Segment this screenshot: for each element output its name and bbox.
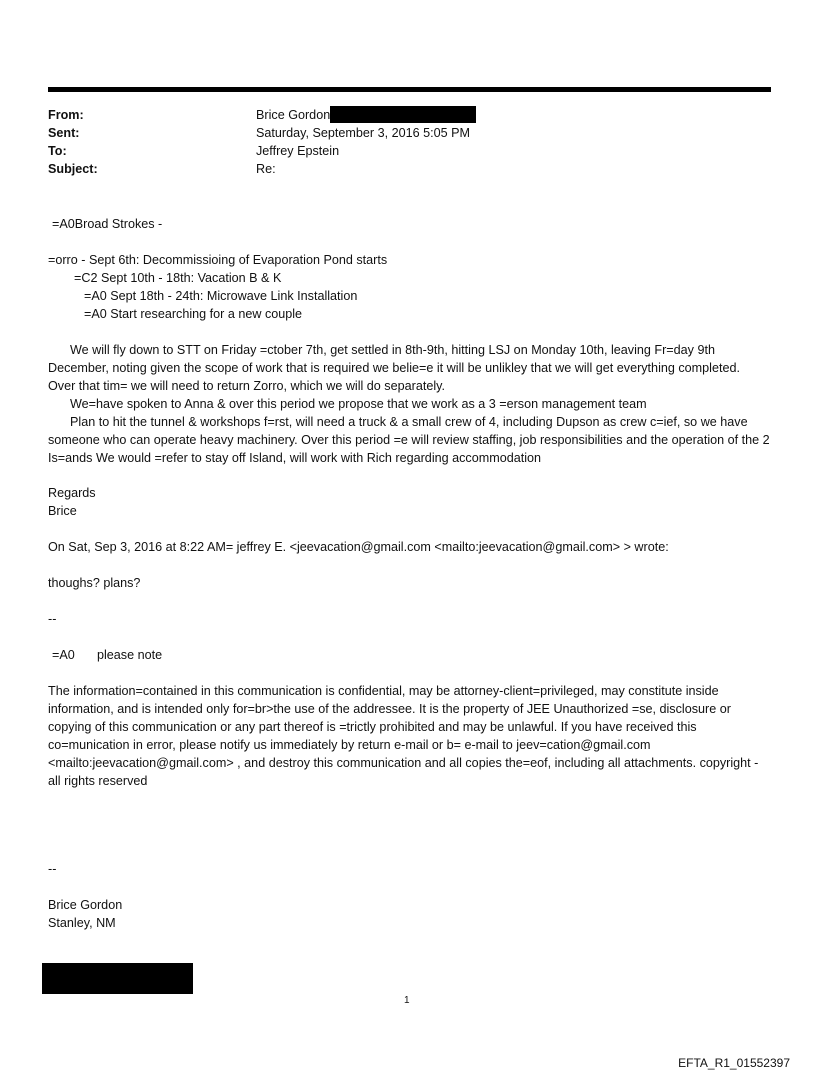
from-row <box>48 106 748 124</box>
document-id: EFTA_R1_01552397 <box>678 1056 790 1070</box>
subject-label: Subject: <box>48 162 98 176</box>
body-paragraph: We=have spoken to Anna & over this period we propose that we work as a 3 =erson management team <box>70 397 647 411</box>
signature-location: Stanley, NM <box>48 916 116 930</box>
body-paragraph: We will fly down to STT on Friday =ctober 7th, get settled in 8th-9th, hitting LSJ on Monday 10th, leaving Fr=day 9th December, noting given the scope of work that is required we belie=e it will be unlikley that we will get everything completed. Over that tim= we will need to return Zorro, which we will do separately. <box>48 343 740 393</box>
separator: -- <box>48 612 57 626</box>
intro-line: =A0Broad Strokes - <box>52 217 163 231</box>
disclaimer: The information=contained in this communication is confidential, may be attorney-client=privileged, may constitute inside information, and is intended only for=br>the use of the addressee. It is the property of JEE Unauthorized =se, disclosure or copying of this communication or any part thereof is =trictly prohibited and may be unlawful. If you have received this co=munication in error, please notify us immediately by return e-mail or b= e-mail to jeev=cation@gmail.com <mailto:jeevacation@gmail.com> , and destroy this communication and all copies the=eof, including all attachments. copyright -all rights reserved <box>48 684 759 788</box>
page-number: 1 <box>404 995 410 1006</box>
from-label: From: <box>48 108 84 122</box>
quote-text: thoughs? plans? <box>48 576 141 590</box>
schedule-line: =A0 Sept 18th - 24th: Microwave Link Installation <box>84 289 358 303</box>
subject-row <box>48 160 748 178</box>
sent-row <box>48 124 748 142</box>
regards: Regards <box>48 486 96 500</box>
schedule-line: =C2 Sept 10th - 18th: Vacation B & K <box>74 271 282 285</box>
schedule-line: =orro - Sept 6th: Decommissioing of Evaporation Pond starts <box>48 253 388 267</box>
header-rule <box>48 87 771 92</box>
redaction-box <box>330 106 476 123</box>
subject-value: Re: <box>256 162 276 176</box>
signature-name: Brice Gordon <box>48 898 123 912</box>
from-value: Brice Gordon <box>256 108 331 122</box>
to-row <box>48 142 748 160</box>
quote-header: On Sat, Sep 3, 2016 at 8:22 AM= jeffrey E. <jeevacation@gmail.com <mailto:jeevacation@gmail.com> > wrote: <box>48 540 669 554</box>
to-value: Jeffrey Epstein <box>256 144 340 158</box>
sign-name: Brice <box>48 504 77 518</box>
sent-value: Saturday, September 3, 2016 5:05 PM <box>256 126 470 140</box>
note-text: please note <box>97 648 163 662</box>
to-label: To: <box>48 144 67 158</box>
body-paragraph: Plan to hit the tunnel & workshops f=rst, will need a truck & a small crew of 4, including Dupson as crew c=ief, so we have someone who can operate heavy machinery. Over this period =e will review staffing, job responsibilities and the operation of the 2 Is=ands We would =refer to stay off Island, will work with Rich regarding accommodation <box>48 415 770 465</box>
note-prefix: =A0 <box>52 648 75 662</box>
sent-label: Sent: <box>48 126 80 140</box>
redaction-box <box>42 963 193 994</box>
separator: -- <box>48 862 57 876</box>
schedule-line: =A0 Start researching for a new couple <box>84 307 303 321</box>
